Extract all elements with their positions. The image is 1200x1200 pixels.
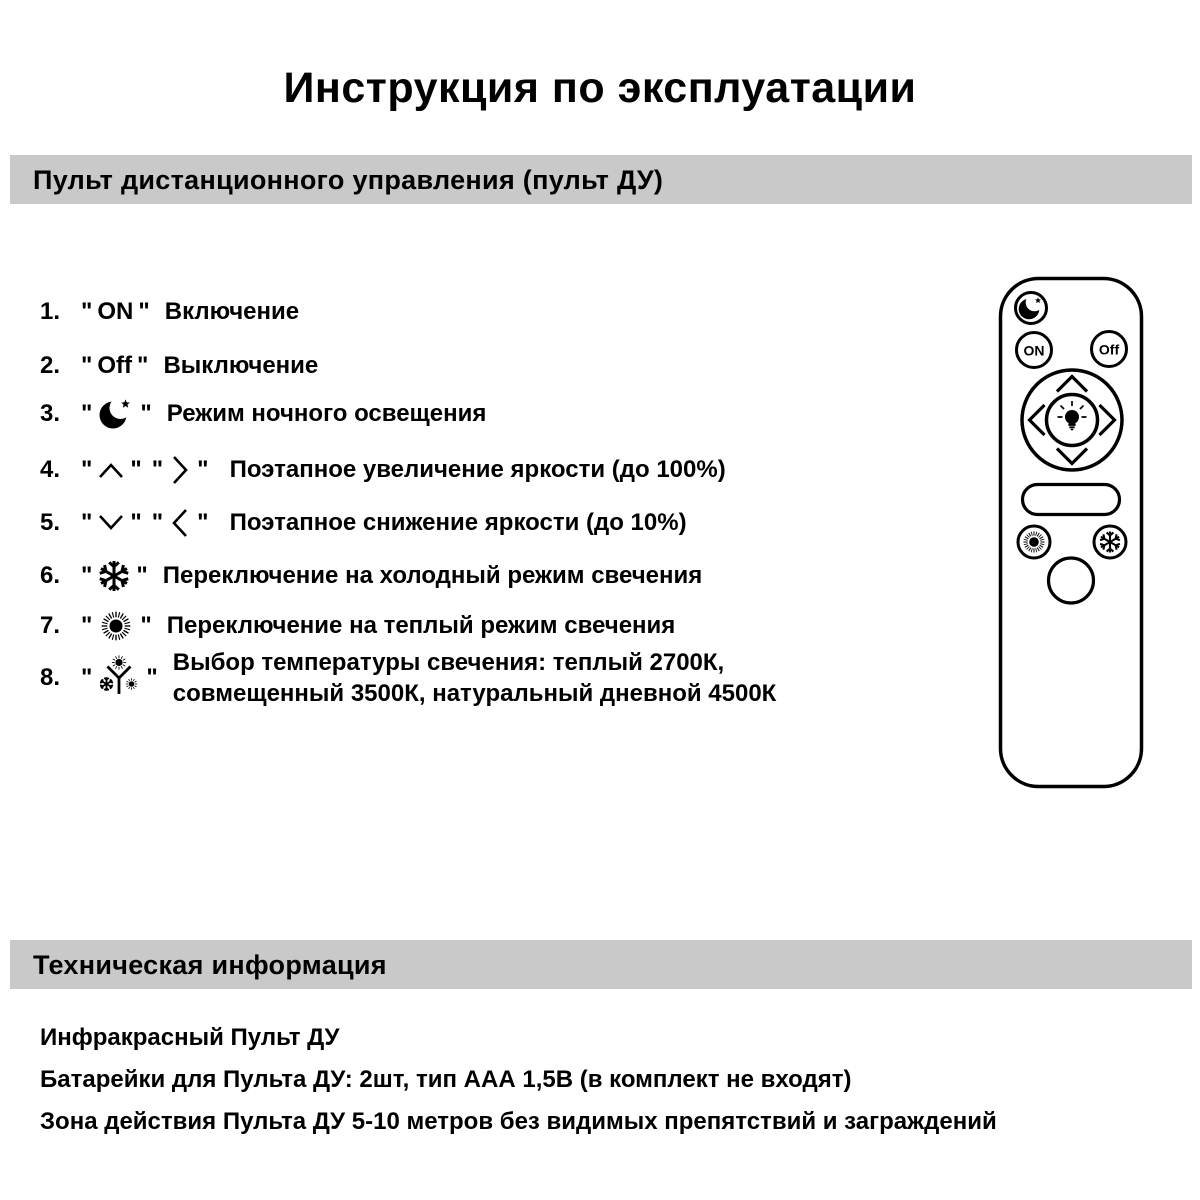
quote: " [137, 352, 149, 379]
section-heading-tech: Техническая информация [10, 940, 1192, 989]
quote: " [81, 298, 93, 325]
quote: " [151, 509, 164, 536]
quote: " [146, 664, 158, 691]
quote: " [81, 352, 93, 379]
item-number: 7. [40, 612, 61, 639]
remote-on-button [1017, 333, 1052, 368]
quote: " [197, 456, 209, 483]
list-item [40, 505, 687, 541]
item-text [173, 647, 777, 709]
quote: " [81, 612, 93, 639]
item-text: Переключение на теплый режим свечения [166, 612, 676, 639]
list-item [40, 348, 318, 384]
quote: " [81, 509, 93, 536]
moon-icon [97, 396, 135, 432]
item-text: Поэтапное снижение яркости (до 10%) [229, 509, 687, 536]
quote: " [81, 562, 93, 589]
list-item [40, 649, 777, 707]
button-label: Off [97, 352, 133, 379]
sun-icon [1029, 537, 1039, 547]
tech-info-line: Батарейки для Пульта ДУ: 2шт, тип ААА 1,5В (в комплект не входят) [40, 1066, 852, 1093]
quote: " [136, 562, 148, 589]
button-label: ON [97, 298, 134, 325]
item-number: 4. [40, 456, 61, 483]
page-title: Инструкция по эксплуатации [283, 64, 917, 112]
quote: " [197, 509, 209, 536]
item-text-line2: совмещенный 3500К, натуральный дневной 4500К [172, 680, 777, 707]
list-item [40, 294, 299, 330]
item-number: 2. [40, 352, 61, 379]
item-number: 8. [40, 664, 61, 691]
item-text-line1: Выбор температуры свечения: теплый 2700К, [172, 649, 725, 676]
chevron-right-icon [168, 455, 192, 485]
chevron-up-icon [97, 459, 125, 481]
snowflake-icon [97, 559, 131, 593]
sun-icon [97, 607, 135, 645]
chevron-left-icon [168, 508, 192, 538]
quote: " [140, 400, 152, 427]
quote: " [130, 456, 142, 483]
list-item [40, 396, 486, 432]
remote-control-illustration [998, 276, 1144, 789]
list-item [40, 558, 702, 594]
item-number: 3. [40, 400, 61, 427]
tech-info-line: Инфракрасный Пульт ДУ [40, 1024, 340, 1051]
quote: " [138, 298, 150, 325]
quote: " [81, 456, 93, 483]
item-text: Переключение на холодный режим свечения [162, 562, 703, 589]
remote-cold-button [1094, 526, 1126, 558]
quote: " [140, 612, 152, 639]
remote-on-label: ON [1023, 342, 1045, 359]
item-number: 5. [40, 509, 61, 536]
quote: " [81, 400, 93, 427]
item-number: 1. [40, 298, 61, 325]
tech-info-line: Зона действия Пульта ДУ 5-10 метров без видимых препятствий и заграждений [40, 1108, 997, 1135]
item-text: Режим ночного освещения [166, 400, 487, 427]
quote: " [81, 664, 93, 691]
item-text: Выключение [163, 352, 319, 379]
remote-bottom-button [1049, 558, 1094, 603]
list-item [40, 608, 675, 644]
chevron-down-icon [97, 512, 125, 534]
remote-off-label: Off [1098, 341, 1120, 358]
quote: " [151, 456, 164, 483]
remote-warm-button [1018, 526, 1050, 558]
remote-night-button [1016, 293, 1047, 324]
item-text: Включение [164, 298, 300, 325]
remote-brightness-dial [1022, 370, 1122, 470]
item-number: 6. [40, 562, 61, 589]
item-text: Поэтапное увеличение яркости (до 100%) [229, 456, 726, 483]
remote-pill-button [1023, 485, 1120, 515]
temp-select-icon [97, 655, 141, 701]
list-item [40, 452, 726, 488]
quote: " [130, 509, 142, 536]
remote-off-button [1092, 332, 1127, 367]
section-heading-remote: Пульт дистанционного управления (пульт ДУ) [10, 155, 1192, 204]
